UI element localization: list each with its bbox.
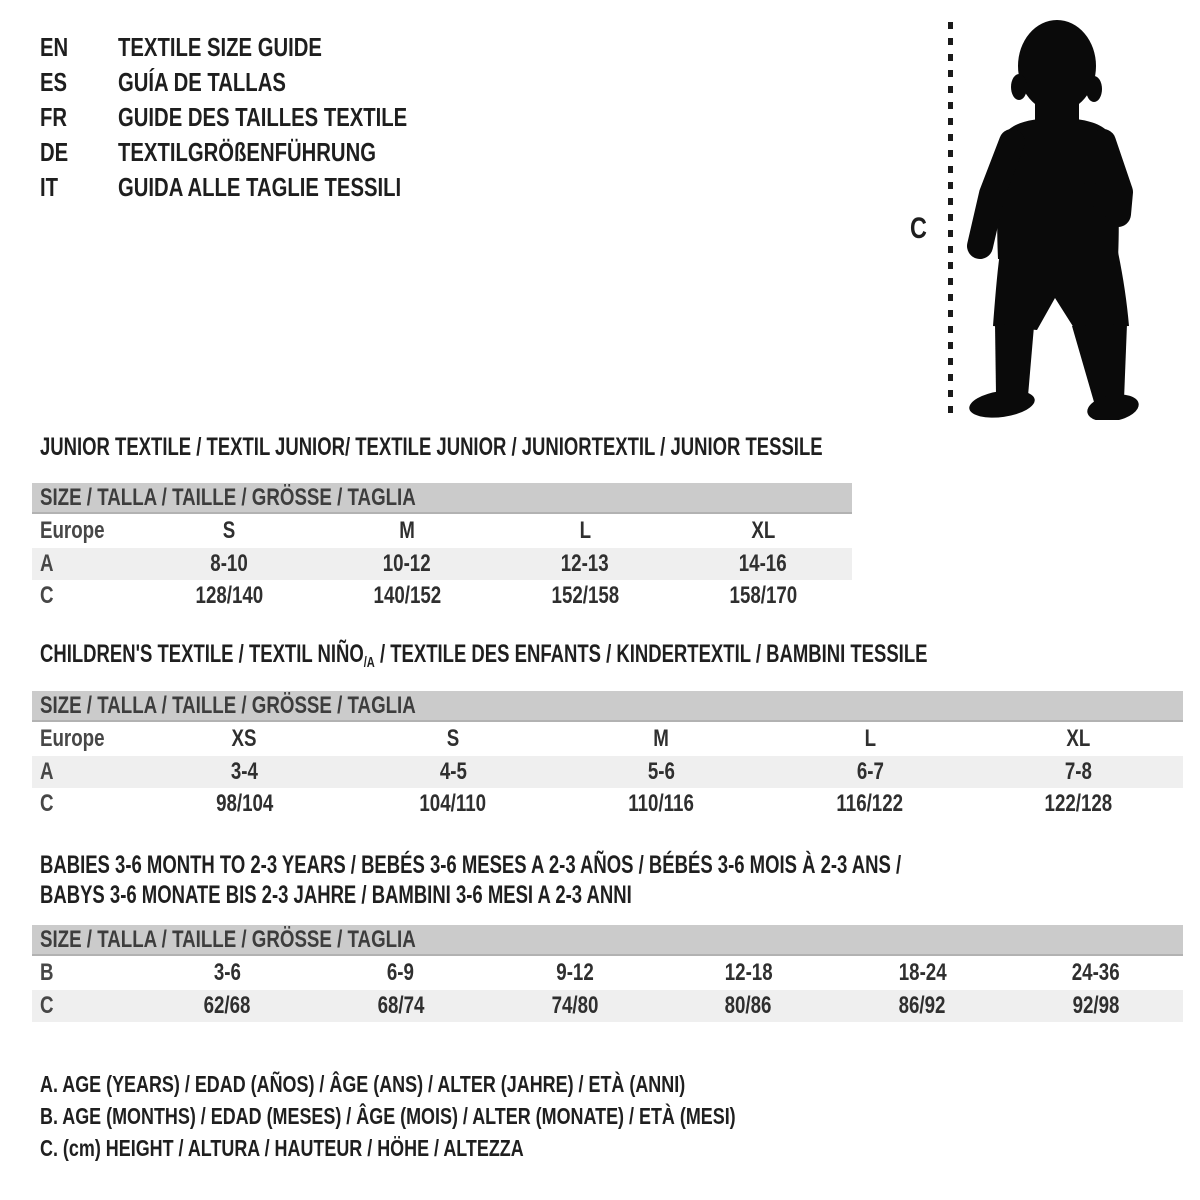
size-value-cell: 74/80 <box>551 992 598 1019</box>
table-row <box>32 580 852 612</box>
language-row-en <box>40 30 489 65</box>
babies-section-title: BABIES 3-6 MONTH TO 2-3 YEARS / BEBÉS 3-6 MESES A 2-3 AÑOS / BÉBÉS 3-6 MOIS À 2-3 ANS / BABYS 3-6 MONATE BIS 2-3 JAHRE / BAMBINI 3-6 MESI A 2-3 ANNI <box>40 851 902 909</box>
legend-line-c: C. (cm) HEIGHT / ALTURA / HAUTEUR / HÖHE / ALTEZZA <box>40 1135 524 1161</box>
size-value-cell: 18-24 <box>898 959 947 986</box>
size-value-cell: 158/170 <box>729 582 797 609</box>
language-code: DE <box>40 137 69 167</box>
children-size-table <box>32 722 1183 820</box>
size-value-cell: 4-5 <box>439 758 467 785</box>
size-value-cell: 6-7 <box>856 758 884 785</box>
babies-size-header-bar: SIZE / TALLA / TAILLE / GRÖSSE / TAGLIA <box>32 925 1183 956</box>
height-label: C <box>910 212 927 245</box>
table-row <box>32 756 1183 788</box>
size-value-cell: 3-4 <box>230 758 258 785</box>
size-value-cell: 140/152 <box>373 582 441 609</box>
size-value-cell: XS <box>231 725 257 752</box>
row-label-cell: C <box>40 582 54 609</box>
size-value-cell: L <box>579 517 591 544</box>
size-value-cell: 104/110 <box>419 790 487 817</box>
babies-size-table <box>32 956 1183 1022</box>
size-value-cell: 62/68 <box>203 992 251 1019</box>
baby-body <box>968 20 1141 420</box>
size-value-cell: S <box>222 517 236 544</box>
junior-size-header-bar: SIZE / TALLA / TAILLE / GRÖSSE / TAGLIA <box>32 483 852 514</box>
table-row <box>32 548 852 580</box>
language-code: ES <box>40 67 68 97</box>
size-value-cell: 128/140 <box>195 582 263 609</box>
language-code: EN <box>40 32 69 62</box>
children-size-header-bar: SIZE / TALLA / TAILLE / GRÖSSE / TAGLIA <box>32 691 1183 722</box>
size-value-cell: XL <box>1066 725 1091 752</box>
size-value-cell: L <box>864 725 876 752</box>
size-value-cell: 12-13 <box>561 550 609 577</box>
junior-size-table <box>32 514 852 612</box>
size-value-cell: 98/104 <box>215 790 273 817</box>
row-label-cell: Europe <box>40 725 105 752</box>
size-value-cell: 8-10 <box>210 550 248 577</box>
language-code: IT <box>40 172 59 202</box>
size-value-cell: 5-6 <box>647 758 676 785</box>
size-value-cell: 10-12 <box>383 550 431 577</box>
size-value-cell: 152/158 <box>551 582 619 609</box>
language-header <box>40 30 489 205</box>
size-value-cell: 68/74 <box>377 992 425 1019</box>
legend-line-b: B. AGE (MONTHS) / EDAD (MESES) / ÂGE (MOIS) / ALTER (MONATE) / ETÀ (MESI) <box>40 1103 736 1129</box>
legend-line-a: A. AGE (YEARS) / EDAD (AÑOS) / ÂGE (ANS) / ALTER (JAHRE) / ETÀ (ANNI) <box>40 1071 686 1097</box>
size-value-cell: XL <box>751 517 775 544</box>
language-code: FR <box>40 102 68 132</box>
size-value-cell: S <box>446 725 460 752</box>
size-value-cell: 110/116 <box>628 790 695 817</box>
size-value-cell: 6-9 <box>387 959 415 986</box>
size-value-cell: M <box>399 517 415 544</box>
language-title: TEXTILGRÖßENFÜHRUNG <box>118 137 376 167</box>
size-value-cell: 116/122 <box>836 790 904 817</box>
row-label-cell: A <box>40 550 54 577</box>
row-label-cell: C <box>40 790 54 817</box>
size-value-cell: 80/86 <box>724 992 772 1019</box>
table-row <box>32 956 1183 990</box>
language-title: GUÍA DE TALLAS <box>118 67 286 97</box>
size-value-cell: 122/128 <box>1044 790 1113 817</box>
row-label-cell: C <box>40 992 54 1019</box>
baby-silhouette <box>940 14 1145 420</box>
row-label-cell: A <box>40 758 54 785</box>
table-row <box>32 722 1183 756</box>
size-value-cell: 92/98 <box>1072 992 1120 1019</box>
size-value-cell: 12-18 <box>724 959 773 986</box>
table-row <box>32 514 852 548</box>
language-title: GUIDE DES TAILLES TEXTILE <box>118 102 408 132</box>
size-value-cell: 86/92 <box>898 992 946 1019</box>
size-value-cell: 14-16 <box>739 550 787 577</box>
size-value-cell: 7-8 <box>1065 758 1093 785</box>
table-row <box>32 990 1183 1022</box>
language-row-fr <box>40 100 489 135</box>
language-row-de <box>40 135 489 170</box>
row-label-cell: B <box>40 959 54 986</box>
language-title: GUIDA ALLE TAGLIE TESSILI <box>118 172 402 202</box>
row-label-cell: Europe <box>40 517 105 544</box>
size-value-cell: 9-12 <box>555 959 594 986</box>
size-value-cell: 3-6 <box>213 959 241 986</box>
language-title: TEXTILE SIZE GUIDE <box>118 32 322 62</box>
size-value-cell: 24-36 <box>1072 959 1121 986</box>
measurement-legend <box>40 1068 932 1164</box>
children-section-title: CHILDREN'S TEXTILE / TEXTIL $NIÑO_{/A}$ / TEXTILE DES ENFANTS / KINDERTEXTIL / BAMBINI TESSILE <box>40 640 928 671</box>
table-row <box>32 788 1183 820</box>
language-row-es <box>40 65 489 100</box>
language-row-it <box>40 170 489 205</box>
size-value-cell: M <box>653 725 670 752</box>
junior-section-title: JUNIOR TEXTILE / TEXTIL JUNIOR/ TEXTILE JUNIOR / JUNIORTEXTIL / JUNIOR TESSILE <box>40 433 823 461</box>
